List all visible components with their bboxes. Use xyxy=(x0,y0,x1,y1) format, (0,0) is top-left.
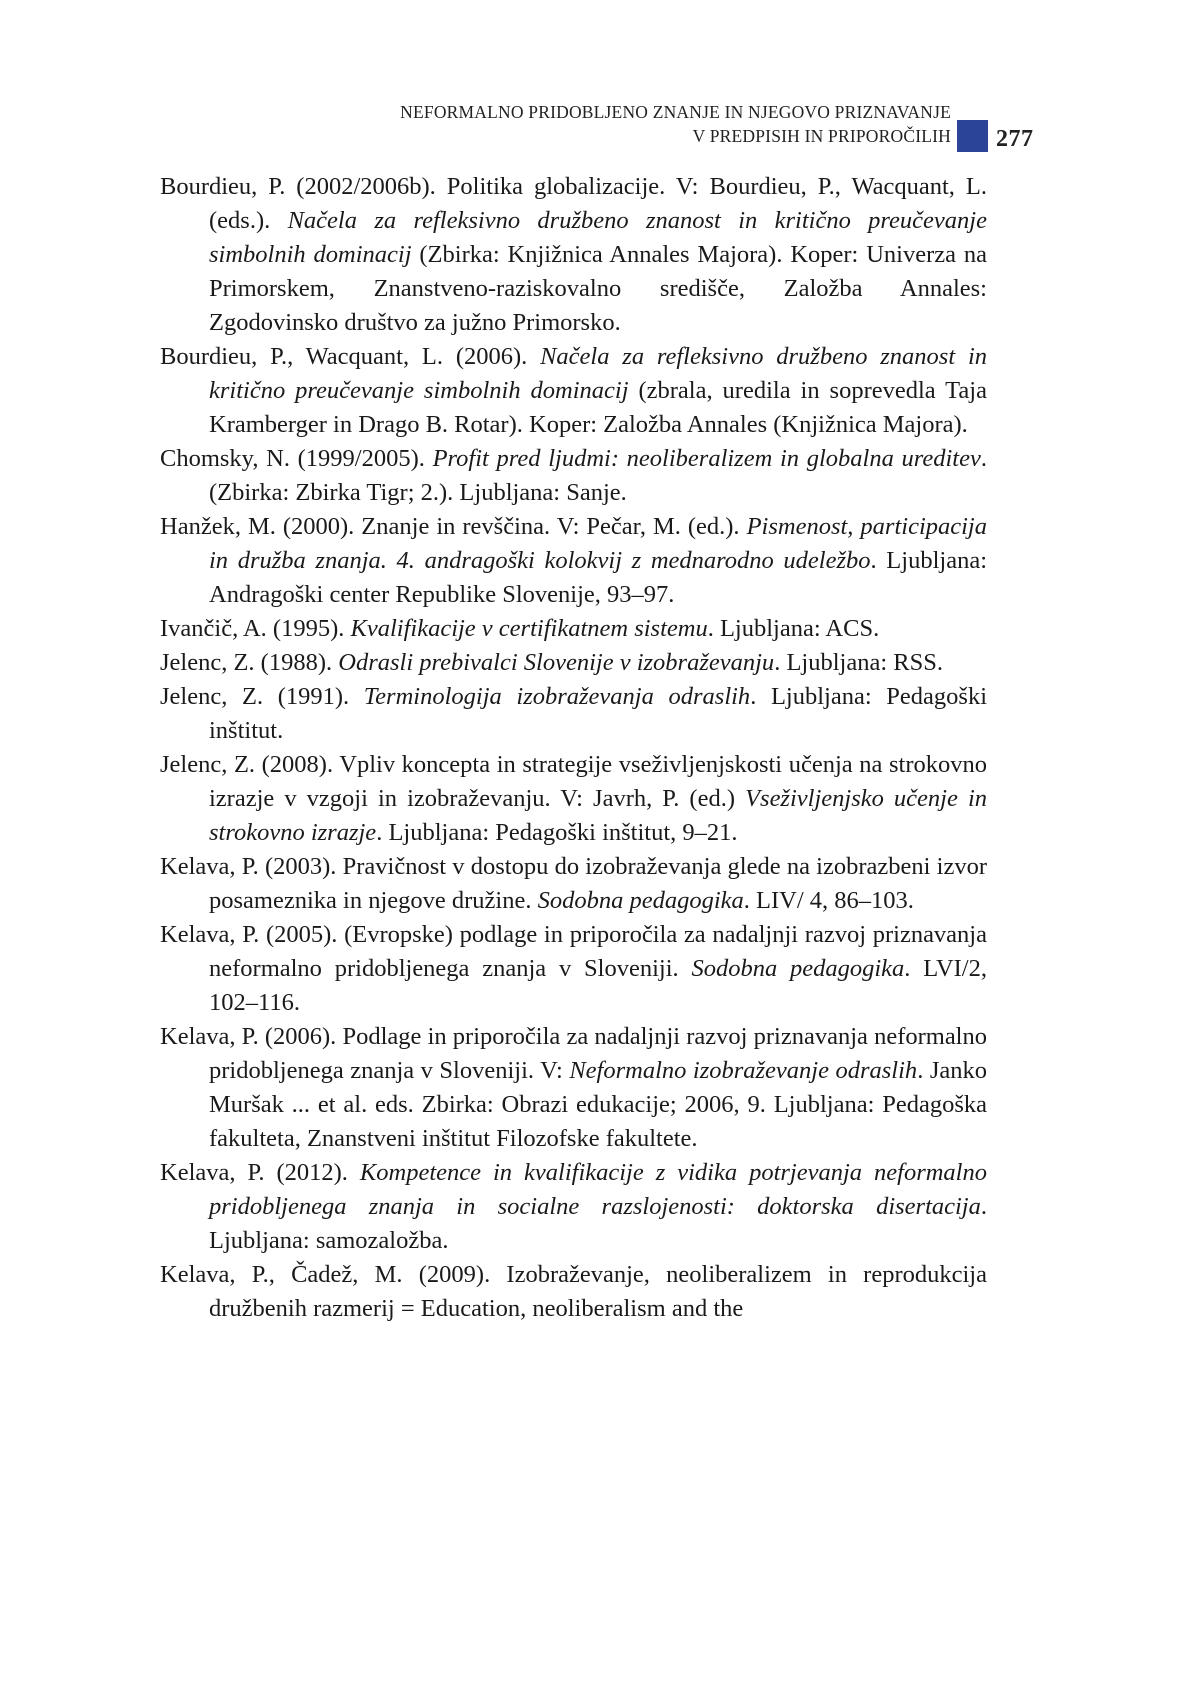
ref-title: Odrasli prebivalci Slovenije v izobraževanju xyxy=(338,649,775,676)
reference-entry xyxy=(160,748,987,850)
ref-text: . LIV/ 4, 86–103. xyxy=(743,887,914,914)
reference-entry xyxy=(160,646,987,680)
ref-text: . (Zbirka: Zbirka Tigr; 2.). Ljubljana: Sanje. xyxy=(209,445,987,506)
ref-text: Jelenc, Z. (1988). xyxy=(160,649,339,676)
ref-text: . Janko Muršak ... et al. eds. Zbirka: Obrazi edukacije; 2006, 9. Ljubljana: Pedagoška fakulteta, Znanstveni inštitut Filozofske fakultete. xyxy=(209,1057,987,1152)
reference-entry xyxy=(160,680,987,748)
ref-text: (Zbirka: Knjižnica Annales Majora). Koper: Univerza na Primorskem, Znanstveno-raziskovalno središče, Založba Annales: Zgodovinsko društvo za južno Primorsko. xyxy=(209,241,987,336)
reference-entry xyxy=(160,850,987,918)
ref-title: Terminologija izobraževanja odraslih xyxy=(363,683,751,710)
ref-text: Kelava, P. (2003). Pravičnost v dostopu do izobraževanja glede na izobrazbeni izvor posameznika in njegove družine. xyxy=(160,853,987,914)
section-marker-square xyxy=(957,120,988,152)
ref-text: Bourdieu, P., Wacquant, L. (2006). xyxy=(160,343,541,370)
ref-text: Kelava, P. (2006). Podlage in priporočila za nadaljnji razvoj priznavanja neformalno pridobljenega znanja v Sloveniji. V: xyxy=(160,1023,987,1084)
ref-text: . Ljubljana: Pedagoški inštitut. xyxy=(209,683,987,744)
running-head xyxy=(400,100,951,148)
ref-text: Chomsky, N. (1999/2005). xyxy=(160,445,433,472)
reference-entry xyxy=(160,340,987,442)
ref-text: Kelava, P. (2005). (Evropske) podlage in priporočila za nadaljnji razvoj priznavanja neformalno pridobljenega znanja v Sloveniji. xyxy=(160,921,987,982)
reference-entry xyxy=(160,510,987,612)
ref-title: Profit pred ljudmi: neoliberalizem in globalna ureditev xyxy=(432,445,981,472)
reference-entry xyxy=(160,442,987,510)
ref-title: Načela za refleksivno družbeno znanost in kritično preučevanje simbolnih dominacij xyxy=(209,343,988,404)
ref-text: . Ljubljana: Andragoški center Republike Slovenije, 93–97. xyxy=(209,547,987,608)
running-title-line-2: V PREDPISIH IN PRIPOROČILIH xyxy=(692,126,951,146)
reference-entry xyxy=(160,1258,987,1326)
ref-text: Kelava, P. (2012). xyxy=(160,1159,360,1186)
reference-list xyxy=(160,170,987,1326)
ref-text: . Ljubljana: samozaložba. xyxy=(209,1193,987,1254)
ref-title: Sodobna pedagogika xyxy=(537,887,744,914)
reference-entry xyxy=(160,1020,987,1156)
ref-text: Hanžek, M. (2000). Znanje in revščina. V: Pečar, M. (ed.). xyxy=(160,513,747,540)
ref-title: Sodobna pedagogika xyxy=(691,955,905,982)
ref-text: Ivančič, A. (1995). xyxy=(160,615,351,642)
ref-title: Pismenost, participacija in družba znanja. 4. andragoški kolokvij z mednarodno udeležbo xyxy=(209,513,987,574)
ref-text: . LVI/2, 102–116. xyxy=(209,955,987,1016)
ref-text: . Ljubljana: ACS. xyxy=(707,615,880,642)
ref-text: Bourdieu, P. (2002/2006b). Politika globalizacije. V: Bourdieu, P., Wacquant, L. (eds.). xyxy=(160,173,987,234)
ref-title: Načela za refleksivno družbeno znanost in kritično preučevanje simbolnih dominacij xyxy=(209,207,987,268)
ref-text: . Ljubljana: RSS. xyxy=(774,649,943,676)
page-number: 277 xyxy=(996,126,1034,152)
ref-title: Kvalifikacije v certifikatnem sistemu xyxy=(350,615,708,642)
ref-title: Kompetence in kvalifikacije z vidika potrjevanja neformalno pridobljenega znanja in socialne razslojenosti: doktorska disertacija xyxy=(209,1159,987,1220)
reference-entry xyxy=(160,170,987,340)
ref-title: Vseživljenjsko učenje in strokovno izrazje xyxy=(209,785,987,846)
ref-text: Kelava, P., Čadež, M. (2009). Izobraževanje, neoliberalizem in reprodukcija družbenih razmerij = Education, neoliberalism and the xyxy=(160,1261,987,1322)
reference-entry xyxy=(160,1156,987,1258)
ref-text: Jelenc, Z. (1991). xyxy=(160,683,364,710)
ref-text: . Ljubljana: Pedagoški inštitut, 9–21. xyxy=(376,819,738,846)
ref-title: Neformalno izobraževanje odraslih xyxy=(569,1057,918,1084)
ref-text: (zbrala, uredila in soprevedla Taja Kramberger in Drago B. Rotar). Koper: Založba Annales (Knjižnica Majora). xyxy=(209,377,987,438)
reference-entry xyxy=(160,612,987,646)
running-title-line-1: NEFORMALNO PRIDOBLJENO ZNANJE IN NJEGOVO PRIZNAVANJE xyxy=(400,102,951,122)
ref-text: Jelenc, Z. (2008). Vpliv koncepta in strategije vseživljenjskosti učenja na strokovno izrazje v vzgoji in izobraževanju. V: Javrh, P. (ed.) xyxy=(160,751,987,812)
reference-entry xyxy=(160,918,987,1020)
